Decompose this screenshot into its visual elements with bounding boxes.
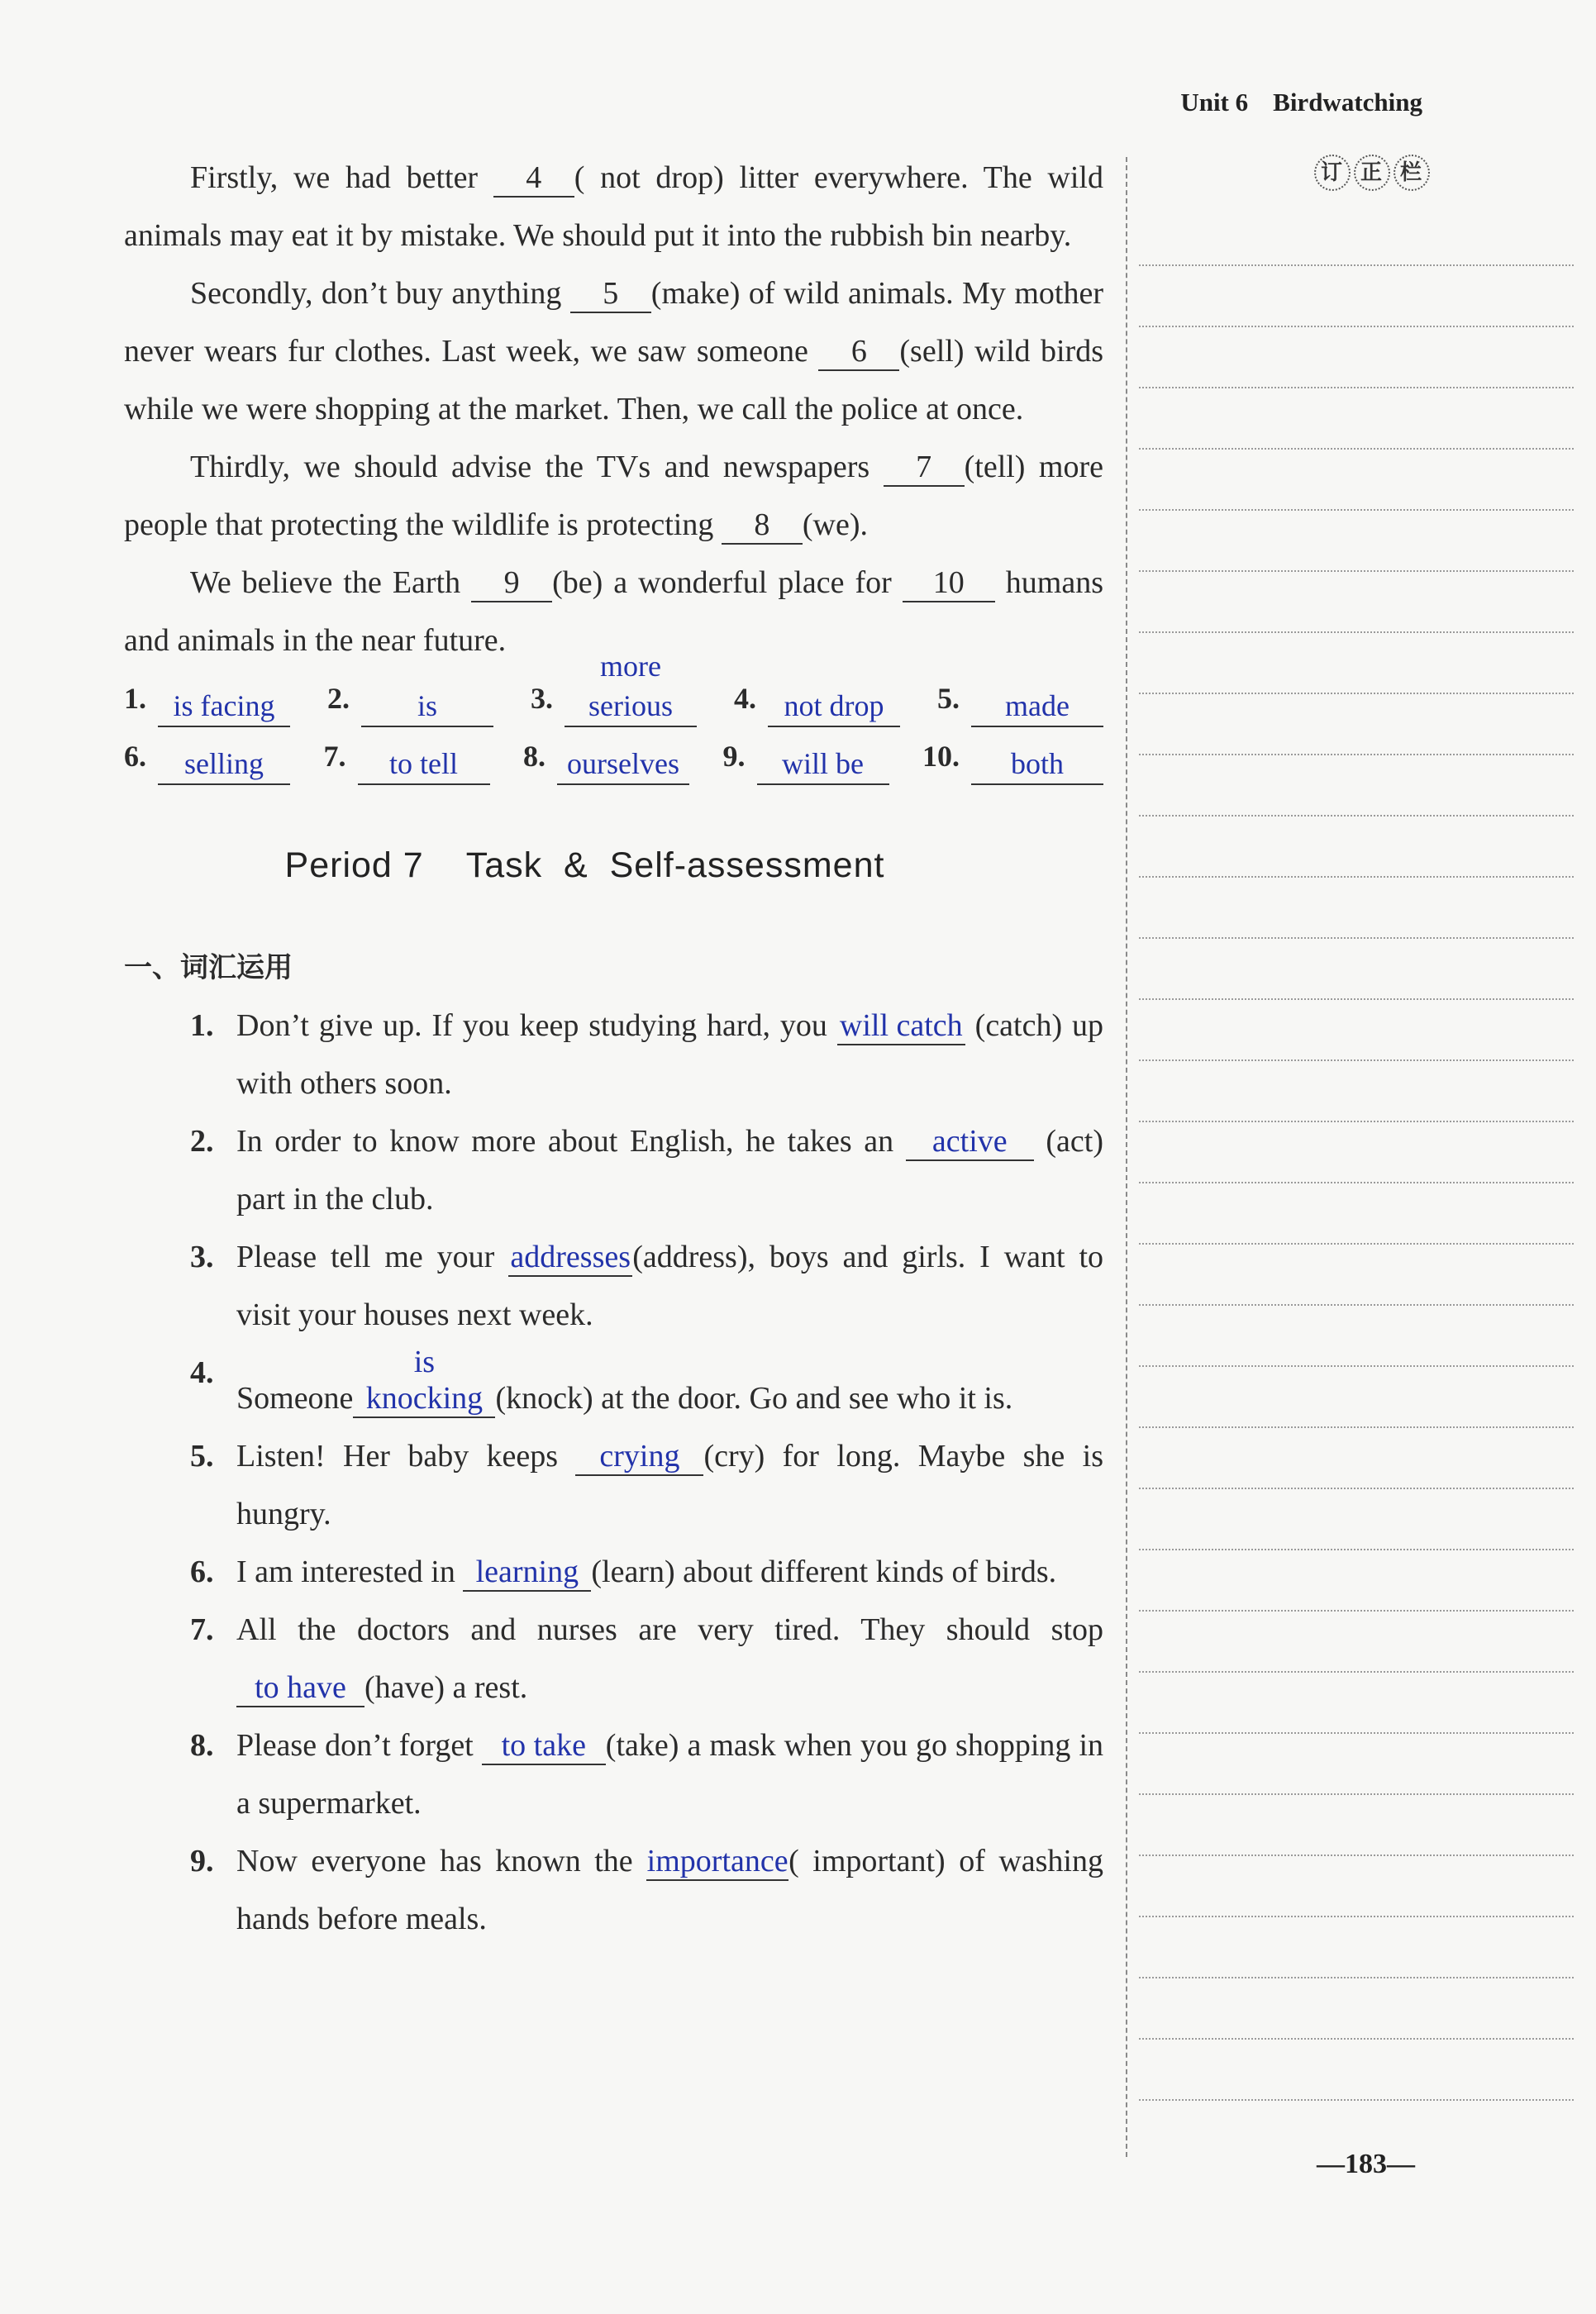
correction-line — [1139, 693, 1574, 694]
correction-line — [1139, 1916, 1574, 1917]
passage-text: (be) a wonderful place for — [552, 565, 903, 600]
exercise-text: (learn) about different kinds of birds. — [591, 1555, 1057, 1589]
correction-line — [1139, 1304, 1574, 1306]
correction-char: 栏 — [1394, 155, 1430, 191]
passage-text: (tell) more people that protecting the wildlife is protecting — [124, 450, 1103, 542]
exercise-item — [124, 1112, 1103, 1228]
exercise-number: 1. — [190, 1008, 214, 1043]
answer-field[interactable]: will be — [757, 744, 889, 785]
answer-field[interactable]: is — [361, 686, 493, 727]
passage-paragraph — [124, 438, 1103, 554]
exercise-text: Please tell me your — [236, 1240, 509, 1274]
passage-text: (we). — [802, 507, 868, 542]
correction-line — [1139, 1121, 1574, 1122]
answer-field[interactable]: to take — [482, 1727, 606, 1765]
correction-line — [1139, 509, 1574, 511]
answer-row — [124, 727, 1103, 785]
exercise-text: (act) part in the club. — [236, 1124, 1103, 1217]
margin-divider — [1126, 157, 1127, 2157]
answer-field[interactable]: ourselves — [557, 744, 689, 785]
correction-char: 订 — [1314, 155, 1351, 191]
correction-char: 正 — [1354, 155, 1390, 191]
answer-number: 4. — [734, 682, 756, 715]
passage-text: Thirdly, we should advise the TVs and newspapers — [190, 450, 884, 484]
correction-line — [1139, 1243, 1574, 1245]
answer-field[interactable]: is facing — [158, 686, 290, 727]
answer-number: 7. — [323, 740, 346, 773]
exercise-number: 9. — [190, 1844, 214, 1878]
answer-number: 2. — [327, 682, 350, 715]
correction-line — [1139, 264, 1574, 266]
correction-line — [1139, 1671, 1574, 1673]
correction-line — [1139, 998, 1574, 1000]
passage-text: We believe the Earth — [190, 565, 472, 600]
answer-key — [124, 650, 1103, 785]
exercise-item — [124, 1716, 1103, 1832]
answer-item — [937, 669, 1103, 727]
section-heading: 一、词汇运用 — [124, 951, 293, 984]
passage-text: Firstly, we had better — [190, 160, 493, 195]
exercise-text: (take) a mask when you go shopping in a supermarket. — [236, 1728, 1104, 1821]
answer-field[interactable]: will catch — [837, 1007, 965, 1045]
exercise-text: (cry) for long. Maybe she is hungry. — [236, 1439, 1103, 1531]
correction-line — [1139, 448, 1574, 450]
exercise-text: Please don’t forget — [236, 1728, 482, 1763]
correction-line — [1139, 1549, 1574, 1550]
correction-line — [1139, 1488, 1574, 1489]
answer-row — [124, 650, 1103, 727]
correction-line — [1139, 876, 1574, 878]
passage-paragraph — [124, 149, 1103, 264]
correction-line — [1139, 1059, 1574, 1061]
answer-field[interactable]: to have — [236, 1669, 364, 1707]
exercise-number: 2. — [190, 1124, 214, 1159]
exercise-text: All the doctors and nurses are very tired. They should stop — [236, 1612, 1103, 1647]
blank-4[interactable]: 4 — [493, 160, 574, 198]
exercise-text: (knock) at the door. Go and see who it is. — [495, 1381, 1013, 1416]
answer-item — [124, 727, 290, 785]
correction-line — [1139, 1426, 1574, 1428]
correction-line — [1139, 1732, 1574, 1734]
exercise-item — [124, 1832, 1103, 1948]
main-content — [124, 149, 1103, 1948]
answer-item — [324, 727, 490, 785]
passage-text: (sell) wild birds while we were shopping at the market. Then, we call the police at once. — [124, 334, 1103, 426]
exercise-number: 5. — [190, 1439, 214, 1474]
correction-column-label — [1314, 154, 1433, 191]
answer-field[interactable]: crying — [575, 1438, 703, 1476]
answer-item — [723, 727, 889, 785]
exercise-item — [124, 1344, 1103, 1427]
answer-field[interactable]: selling — [158, 744, 290, 785]
correction-line — [1139, 815, 1574, 817]
exercise-item — [124, 997, 1103, 1112]
answer-number: 6. — [124, 740, 146, 773]
answer-field[interactable]: addresses — [508, 1239, 632, 1277]
exercise-item — [124, 1228, 1103, 1344]
correction-line — [1139, 1793, 1574, 1795]
answer-number: 3. — [531, 682, 553, 715]
correction-line — [1139, 2099, 1574, 2101]
blank-10[interactable]: 10 — [903, 564, 995, 602]
answer-field[interactable]: made — [971, 686, 1103, 727]
passage-text: humans and animals in the near future. — [124, 565, 1103, 658]
exercise-number: 6. — [190, 1555, 214, 1589]
answer-field[interactable]: learning — [463, 1554, 591, 1592]
correction-line — [1139, 2038, 1574, 2040]
answer-number: 1. — [124, 682, 146, 715]
exercise-text: I am interested in — [236, 1555, 464, 1589]
answer-item — [531, 646, 697, 727]
correction-line — [1139, 326, 1574, 327]
answer-field[interactable]: active — [906, 1123, 1034, 1161]
blank-5[interactable]: 5 — [570, 275, 651, 313]
passage-paragraph — [124, 264, 1103, 438]
passage-text: ( not drop) litter everywhere. The wild animals may eat it by mistake. We should put it into the rubbish bin nearby. — [124, 160, 1103, 253]
passage-text: (make) of wild animals. My mother never wears fur clothes. Last week, we saw someone — [124, 276, 1103, 369]
answer-item — [124, 669, 290, 727]
exercise-text: ( important) of washing hands before meals. — [236, 1844, 1103, 1936]
exercise-item — [124, 1601, 1103, 1716]
correction-line — [1139, 387, 1574, 388]
blank-9[interactable]: 9 — [471, 564, 552, 602]
correction-line — [1139, 1855, 1574, 1856]
exercise-item — [124, 1543, 1103, 1601]
exercise-number: 8. — [190, 1728, 214, 1763]
exercise-text: (have) a rest. — [364, 1670, 528, 1705]
blank-8[interactable]: 8 — [722, 507, 803, 545]
correction-line — [1139, 1182, 1574, 1183]
blank-7[interactable]: 7 — [884, 449, 965, 487]
unit-title: Birdwatching — [1273, 88, 1422, 117]
correction-line — [1139, 1365, 1574, 1367]
exercise-text: Don’t give up. If you keep studying hard, you — [236, 1008, 837, 1043]
exercise-number: 4. — [190, 1355, 214, 1390]
correction-line — [1139, 1977, 1574, 1978]
correction-line — [1139, 937, 1574, 939]
passage-text: Secondly, don’t buy anything — [190, 276, 570, 311]
period-title: Period 7 Task & Self-assessment — [284, 845, 885, 885]
correction-line — [1139, 754, 1574, 755]
answer-field[interactable]: to tell — [358, 744, 490, 785]
exercise-text: Now everyone has known the — [236, 1844, 647, 1878]
exercise-text: Listen! Her baby keeps — [236, 1439, 576, 1474]
exercise-number: 3. — [190, 1240, 214, 1274]
answer-field[interactable]: importance — [646, 1843, 788, 1881]
exercise-number: 7. — [190, 1612, 214, 1647]
answer-field[interactable]: not drop — [768, 686, 900, 727]
answer-number: 8. — [523, 740, 545, 773]
answer-field[interactable]: more serious — [565, 646, 697, 727]
blank-6[interactable]: 6 — [818, 333, 899, 371]
answer-field[interactable]: is knocking — [353, 1344, 495, 1418]
exercise-text: (address), boys and girls. I want to visit your houses next week. — [236, 1240, 1104, 1332]
answer-item — [922, 727, 1103, 785]
answer-item — [327, 669, 493, 727]
answer-item — [523, 727, 689, 785]
exercise-text: (catch) up with others soon. — [236, 1008, 1104, 1101]
correction-line — [1139, 631, 1574, 633]
answer-field[interactable]: both — [971, 744, 1103, 785]
answer-item — [734, 669, 900, 727]
unit-label: Unit 6 — [1180, 88, 1249, 117]
answer-number: 5. — [937, 682, 960, 715]
answer-number: 10. — [922, 740, 960, 773]
exercise-item — [124, 1427, 1103, 1543]
exercise-text: Someone — [236, 1381, 354, 1416]
page-number: —183— — [1317, 2149, 1415, 2179]
exercise-text: In order to know more about English, he takes an — [236, 1124, 906, 1159]
page-header — [1180, 88, 1422, 117]
correction-line — [1139, 570, 1574, 572]
answer-number: 9. — [722, 740, 746, 773]
correction-line — [1139, 1610, 1574, 1612]
